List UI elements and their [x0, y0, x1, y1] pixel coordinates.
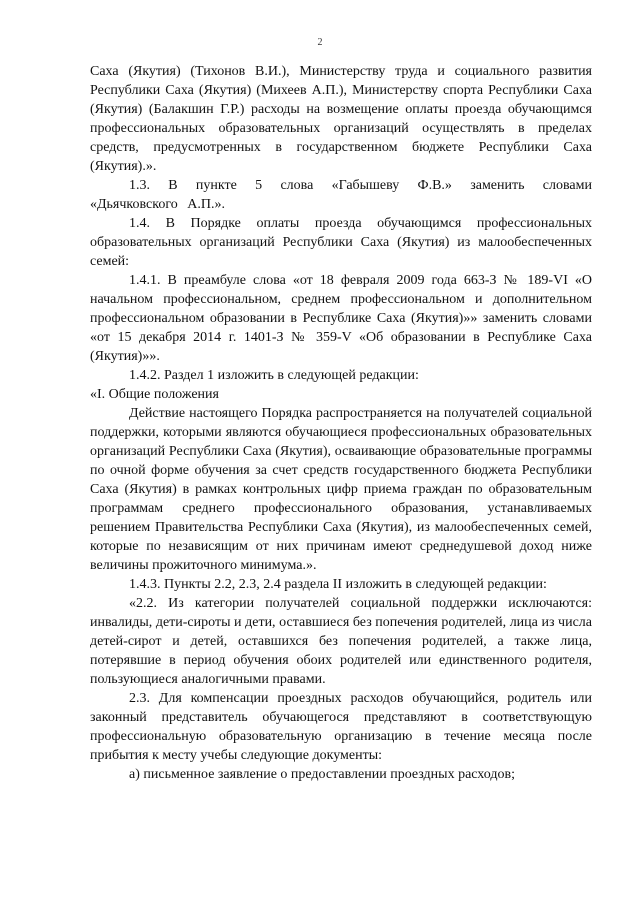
- paragraph-general-provisions: Действие настоящего Порядка распространяется на получателей социальной поддержки, которыми являются обучающиеся профессиональных образовательных организаций Республики Саха (Якутия), осваивающие образовательные программы по очной форме обучения за счет средств государственного бюджета Республики Саха (Якутия) в рамках контрольных цифр приема граждан по образовательным программам среднего профессионального образования, устанавливаемых решением Правительства Республики Саха (Якутия), из малообеспеченных семей, которые по независящим от них причинам имеют среднедушевой доход ниже величины прожиточного минимума.».: [90, 406, 592, 573]
- paragraph-continuation: Саха (Якутия) (Тихонов В.И.), Министерству труда и социального развития Республики Саха (Якутия) (Михеев А.П.), Министерству спорта Республики Саха (Якутия) (Балакшин Г.Р.) расходы на возмещение оплаты проезда обучающимся профессиональных образовательных организаций осуществлять в пределах средств, предусмотренных в государственном бюджете Республики Саха (Якутия).».: [90, 64, 592, 174]
- page-number: 2: [317, 37, 323, 48]
- document-body: [90, 62, 592, 784]
- paragraph-1-4-3: 1.4.3. Пункты 2.2, 2.3, 2.4 раздела II изложить в следующей редакции:: [129, 577, 547, 592]
- paragraph-1-4-2: 1.4.2. Раздел 1 изложить в следующей редакции:: [129, 368, 419, 383]
- paragraph-1-4: 1.4. В Порядке оплаты проезда обучающимся профессиональных образовательных организаций Республики Саха (Якутия) из малообеспеченных семей:: [90, 216, 592, 269]
- section-heading: «I. Общие положения: [90, 387, 219, 402]
- paragraph-1-3: 1.3. В пункте 5 слова «Габышеву Ф.В.» заменить словами «Дьячковского А.П.».: [90, 178, 592, 212]
- paragraph-2-2: «2.2. Из категории получателей социальной поддержки исключаются: инвалиды, дети-сироты и дети, оставшиеся без попечения родителей, лица из числа детей-сирот и детей, оставшихся без попечения родителей, а также лица, потерявшие в период обучения обоих родителей или единственного родителя, пользующиеся аналогичными правами.: [90, 596, 592, 687]
- paragraph-1-4-1: 1.4.1. В преамбуле слова «от 18 февраля 2009 года 663-З № 189-VI «О начальном профессиональном, среднем профессиональном и дополнительном профессиональном образовании в Республике Саха (Якутия)»» заменить словами «от 15 декабря 2014 г. 1401-З № 359-V «Об образовании в Республике Саха (Якутия)»».: [90, 273, 592, 364]
- paragraph-2-3: 2.3. Для компенсации проездных расходов обучающийся, родитель или законный представитель обучающегося представляют в соответствующую профессиональную образовательную организацию в течение месяца после прибытия к месту учебы следующие документы:: [90, 691, 592, 763]
- paragraph-item-a: а) письменное заявление о предоставлении проездных расходов;: [129, 767, 515, 782]
